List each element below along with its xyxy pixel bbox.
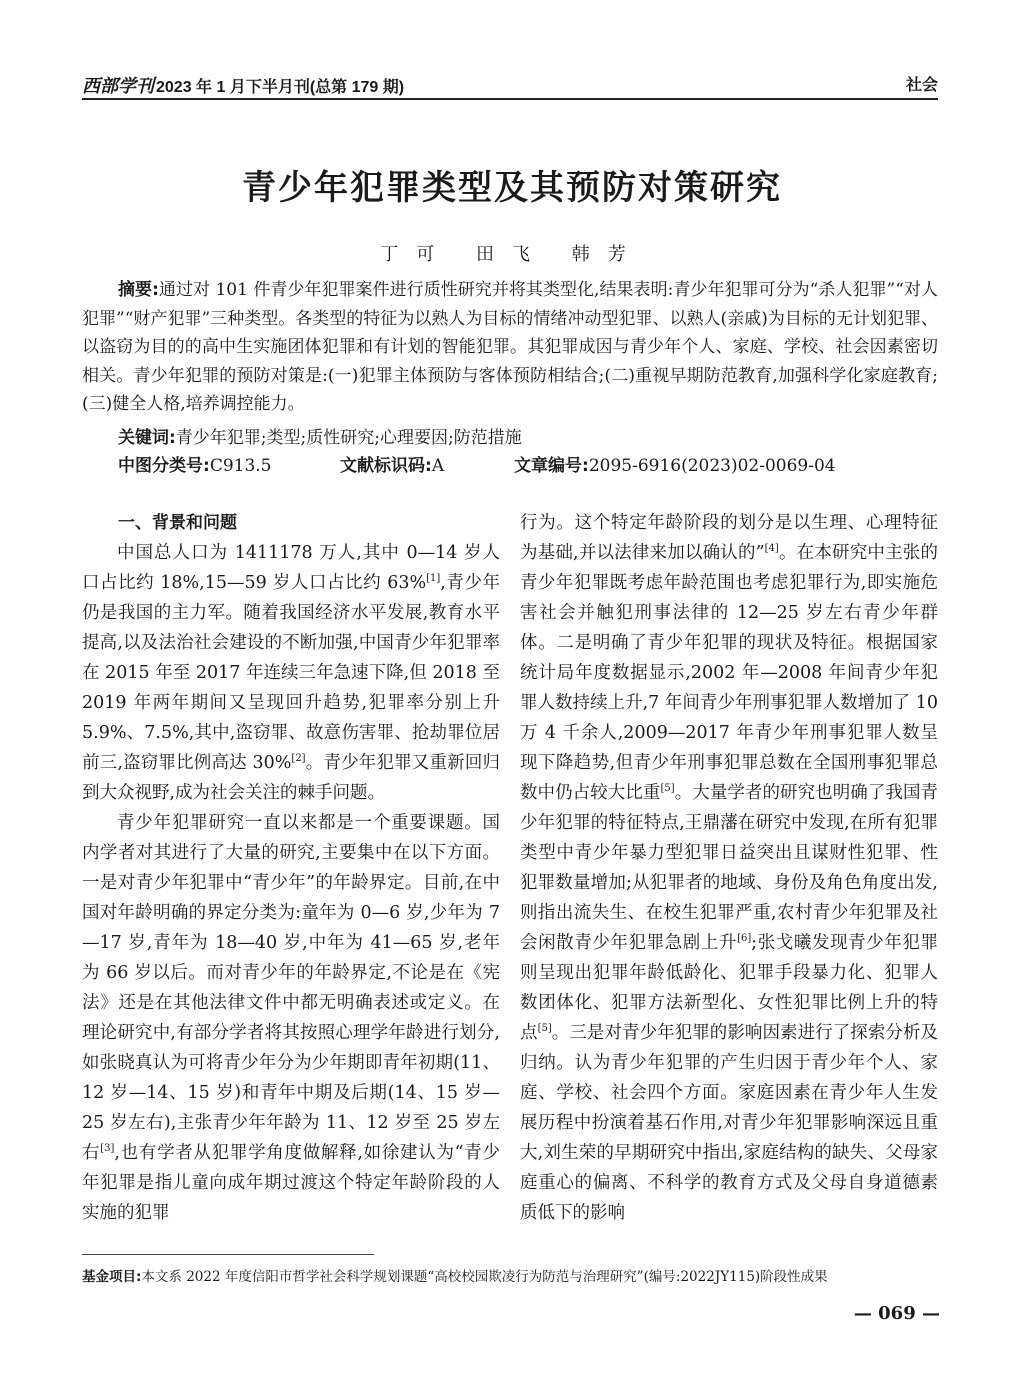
article-number — [514, 452, 836, 480]
body-column-left — [82, 508, 500, 1228]
author-list: 丁可 田飞 韩芳 — [380, 244, 644, 265]
citation: [1] — [426, 573, 441, 585]
document-code — [340, 452, 444, 480]
text-run: 青少年犯罪研究一直以来都是一个重要课题。国内学者对其进行了大量的研究,主要集中在以下方面。一是对青少年犯罪中“青少年”的年龄界定。目前,在中国对年龄明确的界定分类为:童年为 0—6 岁,少年为 7—17 岁,青年为 18—40 岁,中年为 41—65 岁,老年为 66 岁以后。而对青少年的年龄界定,不论是在《宪法》还是在其他法律文件中都无明确表述或定义。在理论研究中,有部分学者将其按照心理学年龄进行划分,如张晓真认为可将青少年分为少年期即青年初期(11、12 岁—14、15 岁)和青年中期及后期(14、15 岁—25 岁左右),主张青少年年龄为 11、12 岁至 25 岁左右 — [82, 813, 500, 1163]
keywords-label: 关键词: — [118, 428, 176, 448]
section-label: 社会 — [905, 75, 938, 94]
paragraph — [82, 808, 500, 1228]
keywords-text: 青少年犯罪;类型;质性研究;心理要因;防范措施 — [175, 428, 522, 448]
journal-issue: 2023 年 1 月下半月刊(总第 179 期) — [156, 79, 405, 96]
text-run: 。青少年犯罪又重新回归到大众视野,成为社会关注的棘手问题。 — [82, 753, 500, 803]
section-heading: 一、背景和问题 — [118, 513, 237, 533]
journal-logo: 西部学刊 — [82, 76, 154, 97]
citation: [5] — [660, 783, 675, 795]
footnote-rule — [82, 1254, 374, 1255]
page-number: — 069 — — [853, 1303, 940, 1324]
keywords — [118, 424, 938, 452]
article-label: 文章编号: — [514, 456, 589, 476]
citation: [6] — [737, 933, 752, 945]
citation: [5] — [537, 1023, 552, 1035]
text-run: 。大量学者的研究也明确了我国青少年犯罪的特征特点,王鼎藩在研究中发现,在所有犯罪类型中青少年暴力型犯罪日益突出且谋财性犯罪、性犯罪数量增加;从犯罪者的地域、身份及角色角度出发,则指出流失生、在校生犯罪严重,农村青少年犯罪及社会闲散青少年犯罪急剧上升 — [520, 783, 939, 953]
doc-value: A — [431, 456, 445, 476]
running-header — [82, 68, 938, 100]
citation: [3] — [100, 1143, 115, 1155]
text-run: 中国总人口为 1411178 万人,其中 0—14 岁人口占比约 18%,15—59 岁人口占比约 63% — [82, 543, 500, 593]
clc-number — [118, 452, 272, 480]
text-run: 。在本研究中主张的青少年犯罪既考虑年龄范围也考虑犯罪行为,即实施危害社会并触犯刑事法律的 12—25 岁左右青少年群体。二是明确了青少年犯罪的现状及特征。根据国家统计局年度数据显示,2002 年—2008 年间青少年犯罪人数持续上升,7 年间青少年刑事犯罪人数增加了 10 万 4 千余人,2009—2017 年青少年刑事犯罪人数呈现下降趋势,但青少年刑事犯罪总数在全国刑事犯罪总数中仍占较大比重 — [520, 543, 938, 803]
abstract-text: 通过对 101 件青少年犯罪案件进行质性研究并将其类型化,结果表明:青少年犯罪可分为“杀人犯罪”“对人犯罪”“财产犯罪”三种类型。各类型的特征为以熟人为目标的情绪冲动型犯罪、以熟人(亲戚)为目标的无计划犯罪、以盗窃为目的的高中生实施团体犯罪和有计划的智能犯罪。其犯罪成因与青少年个人、家庭、学校、社会因素密切相关。青少年犯罪的预防对策是:(一)犯罪主体预防与客体预防相结合;(二)重视早期防范教育,加强科学化家庭教育;(三)健全人格,培养调控能力。 — [82, 280, 938, 414]
citation: [4] — [764, 543, 779, 555]
doc-label: 文献标识码: — [340, 456, 432, 476]
paragraph-continued — [520, 508, 938, 1228]
text-run: 。三是对青少年犯罪的影响因素进行了探索分析及归纳。认为青少年犯罪的产生归因于青少年个人、家庭、学校、社会四个方面。家庭因素在青少年人生发展历程中扮演着基石作用,对青少年犯罪影响深远且重大,刘生荣的早期研究中指出,家庭结构的缺失、父母家庭重心的偏离、不科学的教育方式及父母自身道德素质低下的影响 — [520, 1023, 939, 1223]
abstract — [82, 276, 938, 419]
paragraph — [82, 538, 500, 808]
text-run: ,也有学者从犯罪学角度做解释,如徐建认为“青少年犯罪是指儿童向成年期过渡这个特定年龄阶段的人实施的犯罪 — [82, 1143, 501, 1223]
text-run: 行为。这个特定年龄阶段的划分是以生理、心理特征为基础,并以法律来加以确认的” — [520, 513, 938, 563]
journal-name — [82, 72, 404, 98]
abstract-label: 摘要: — [118, 280, 159, 300]
funding-text: 本文系 2022 年度信阳市哲学社会科学规划课题“高校校园欺凌行为防范与治理研究”(编号:2022JY115)阶段性成果 — [141, 1269, 828, 1285]
clc-value: C913.5 — [209, 456, 272, 476]
article-title: 青少年犯罪类型及其预防对策研究 — [242, 168, 782, 208]
text-run: ;张戈曦发现青少年犯罪则呈现出犯罪年龄低龄化、犯罪手段暴力化、犯罪人数团体化、犯罪方法新型化、女性犯罪比例上升的特点 — [520, 933, 939, 1043]
citation: [2] — [291, 753, 306, 765]
body-column-right — [520, 508, 938, 1228]
text-run: ,青少年仍是我国的主力军。随着我国经济水平发展,教育水平提高,以及法治社会建设的不断加强,中国青少年犯罪率在 2015 年至 2017 年连续三年急速下降,但 2018 至 2019 年两年期间又呈现回升趋势,犯罪率分别上升 5.9%、7.5%,其中,盗窃罪、故意伤害罪、抢劫罪位居前三,盗窃罪比例高达 30% — [82, 573, 500, 773]
article-value: 2095-6916(2023)02-0069-04 — [588, 456, 836, 476]
funding-footnote — [82, 1267, 942, 1287]
clc-label: 中图分类号: — [118, 456, 210, 476]
funding-label: 基金项目: — [82, 1269, 142, 1285]
